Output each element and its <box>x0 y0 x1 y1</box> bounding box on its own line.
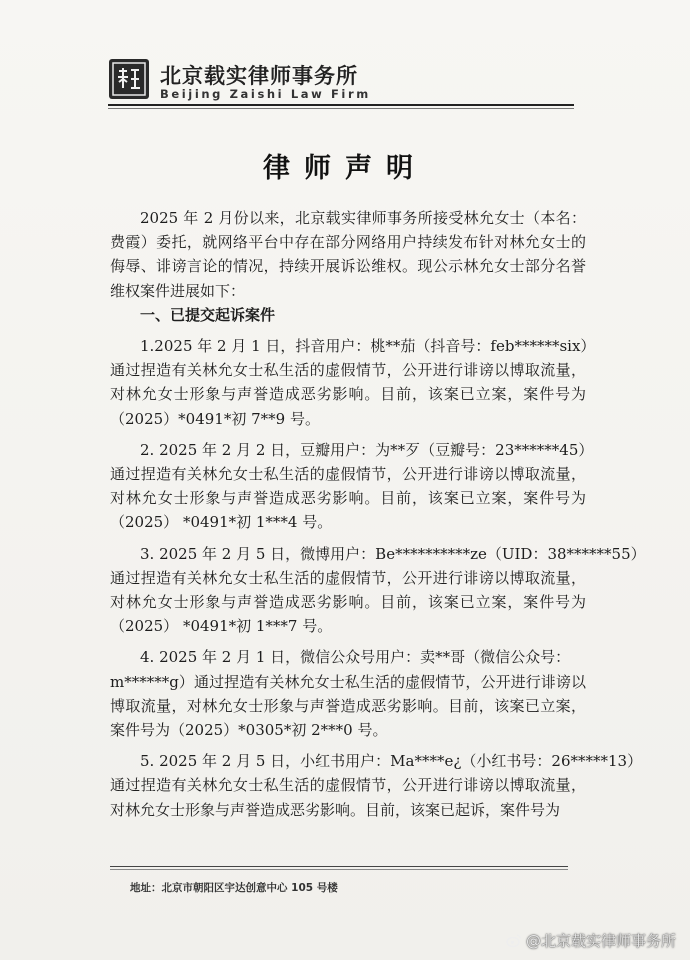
watermark-text: @北京载实律师事务所 <box>525 932 676 950</box>
case-item <box>110 438 594 535</box>
case-text: 通过捏造有关林允女士私生活的虚假情节，公开进行诽谤以博取流量，对林允女士形象与声誉造成恶劣影响。目前，该案已立案，案件号为（2025） *0491*初 1***7 号。 <box>110 568 586 636</box>
case-text: m******g）通过捏造有关林允女士私生活的虚假情节，公开进行诽谤以博取流量，对林允女士形象与声誉造成恶劣影响。目前，该案已立案，案件号为（2025）*0305*初 2***0 号。 <box>110 672 586 740</box>
header-divider-thin <box>108 108 574 109</box>
case-heading: 3. 2025 年 2 月 5 日，微博用户：Be**********ze（UID：38******55） <box>140 544 646 563</box>
case-heading: 4. 2025 年 2 月 1 日，微信公众号用户：卖**哥（微信公众号： <box>140 648 571 667</box>
case-item <box>110 542 646 639</box>
case-heading: 2. 2025 年 2 月 2 日，豆瓣用户：为**歹（豆瓣号：23******45） <box>140 440 594 459</box>
case-text: 通过捏造有关林允女士私生活的虚假情节，公开进行诽谤以博取流量，对林允女士形象与声誉造成恶劣影响。目前，该案已起诉，案件号为 <box>110 776 586 819</box>
header-divider <box>108 104 574 106</box>
case-item <box>110 749 643 822</box>
intro-paragraph: 2025 年 2 月份以来，北京载实律师事务所接受林允女士（本名：费霞）委托，就网络平台中存在部分网络用户持续发布针对林允女士的侮辱、诽谤言论的情况，持续开展诉讼维权。现公示林允女士部分名誉维权案件进展如下： <box>110 209 586 300</box>
section-heading: 一、已提交起诉案件 <box>140 305 276 324</box>
case-heading: 1.2025 年 2 月 1 日，抖音用户：桃**茄（抖音号：feb******six） <box>140 337 596 356</box>
case-text: 通过捏造有关林允女士私生活的虚假情节，公开进行诽谤以博取流量，对林允女士形象与声誉造成恶劣影响。目前，该案已立案，案件号为（2025） *0491*初 1***4 号。 <box>110 465 586 532</box>
case-heading: 5. 2025 年 2 月 5 日，小红书用户：Ma****e¿（小红书号：26*****13） <box>140 752 643 771</box>
firm-address: 地址：北京市朝阳区宇达创意中心 105 号楼 <box>130 882 338 894</box>
weibo-icon <box>506 932 522 948</box>
case-item <box>110 334 596 431</box>
case-item <box>110 645 586 742</box>
document-title: 律师声明 <box>263 153 427 184</box>
statement-body <box>110 206 646 822</box>
footer-divider-thin <box>110 869 568 870</box>
case-text: 通过捏造有关林允女士私生活的虚假情节，公开进行诽谤以博取流量，对林允女士形象与声誉造成恶劣影响。目前，该案已立案，案件号为（2025）*0491*初 7**9 号。 <box>110 361 586 428</box>
zaishi-seal-logo <box>108 58 150 100</box>
footer-divider <box>110 866 568 867</box>
weibo-watermark <box>506 930 676 951</box>
firm-name-chinese: 北京载实律师事务所 <box>160 64 358 88</box>
firm-name-english: Beijing Zaishi Law Firm <box>160 87 371 101</box>
